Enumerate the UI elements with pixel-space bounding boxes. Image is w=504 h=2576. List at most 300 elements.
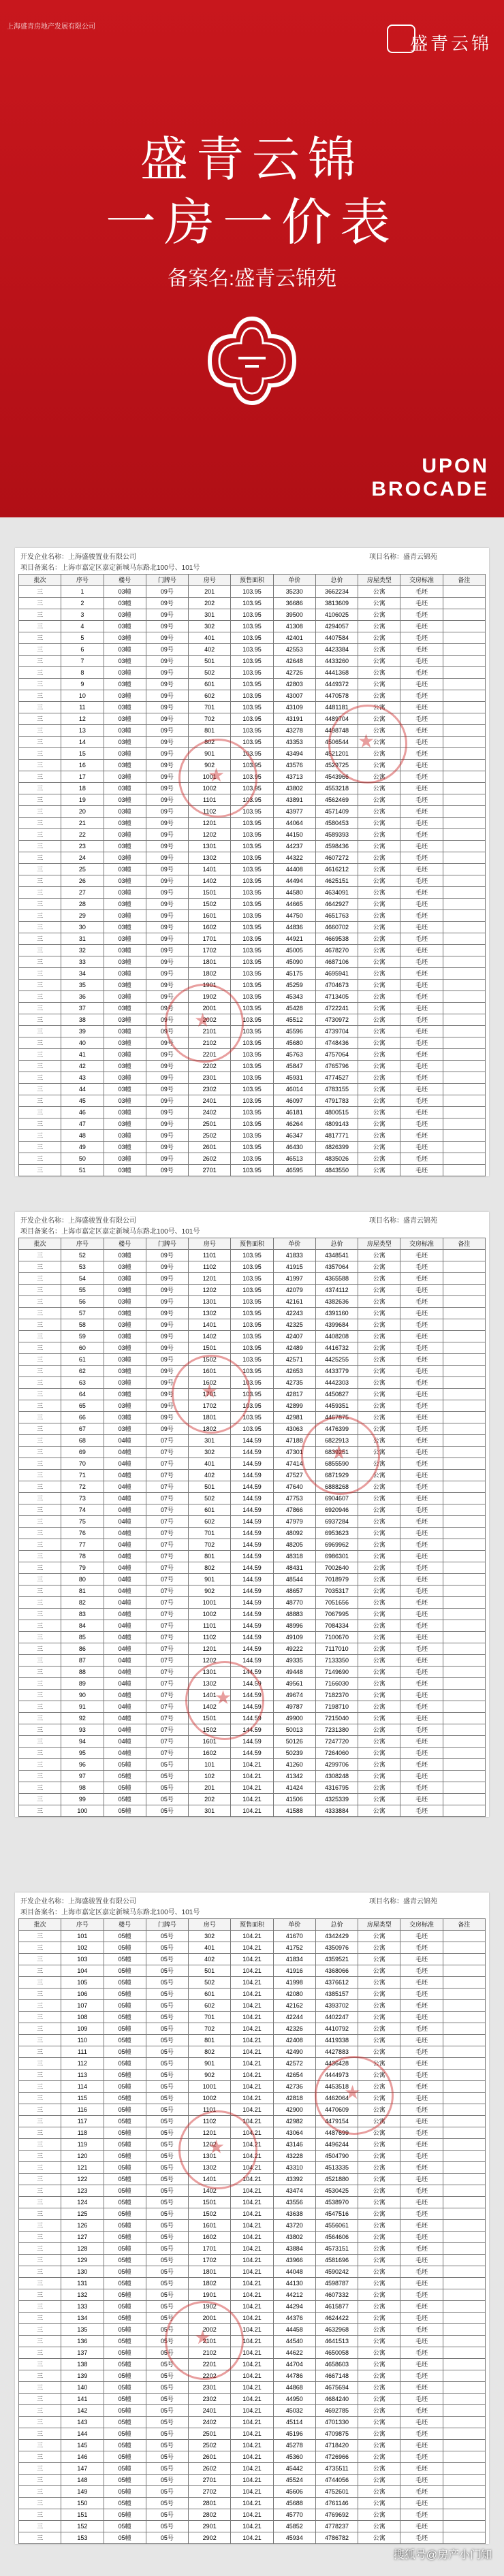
table-cell: 公寓: [358, 852, 400, 864]
table-cell: 05号: [146, 1965, 188, 1977]
table-cell: 104.21: [231, 2139, 273, 2151]
table-cell: 4553218: [315, 783, 358, 794]
table-cell: 公寓: [358, 2266, 400, 2278]
table-cell: 公寓: [358, 875, 400, 887]
table-cell: 1502: [189, 1724, 231, 1736]
table-row: [19, 1493, 486, 1504]
table-cell: [443, 1261, 485, 1273]
table-cell: 03幢: [104, 852, 146, 864]
table-cell: 107: [61, 2000, 104, 2012]
table-cell: 毛坯: [400, 1026, 443, 1037]
table-cell: [443, 621, 485, 632]
table-cell: 502: [189, 1493, 231, 1504]
table-cell: 103.95: [231, 1107, 273, 1118]
table-cell: 4615877: [315, 2301, 358, 2313]
table-row: [19, 1095, 486, 1107]
table-cell: 146: [61, 2451, 104, 2463]
table-cell: 05幢: [104, 2347, 146, 2359]
table-cell: 44540: [273, 2336, 315, 2347]
table-cell: 104.21: [231, 2255, 273, 2266]
table-cell: [443, 2232, 485, 2243]
table-cell: [443, 1470, 485, 1481]
column-header: 门牌号: [146, 1238, 188, 1250]
table-cell: 144.59: [231, 1585, 273, 1597]
table-cell: 104.21: [231, 1794, 273, 1805]
table-cell: 103.95: [231, 1412, 273, 1423]
table-row: [19, 1562, 486, 1574]
table-cell: 901: [189, 1574, 231, 1585]
table-cell: 三: [19, 899, 61, 910]
table-cell: [443, 2127, 485, 2139]
table-cell: 103: [61, 1954, 104, 1965]
table-cell: 144.59: [231, 1609, 273, 1620]
table-cell: 公寓: [358, 1285, 400, 1296]
table-cell: 04幢: [104, 1447, 146, 1458]
table-cell: 09号: [146, 1285, 188, 1296]
price-sheet-3: [15, 1893, 489, 2544]
table-row: [19, 1643, 486, 1655]
table-cell: 03幢: [104, 1296, 146, 1308]
table-cell: 三: [19, 713, 61, 725]
table-cell: 109: [61, 2023, 104, 2035]
table-cell: 25: [61, 864, 104, 875]
table-cell: 07号: [146, 1632, 188, 1643]
table-cell: 09号: [146, 1072, 188, 1084]
table-cell: 104.21: [231, 2000, 273, 2012]
table-cell: 144.59: [231, 1551, 273, 1562]
table-cell: 三: [19, 956, 61, 968]
table-cell: 103.95: [231, 945, 273, 956]
table-row: [19, 1014, 486, 1026]
table-cell: [443, 1435, 485, 1447]
table-cell: 6871929: [315, 1470, 358, 1481]
table-cell: 4783155: [315, 1084, 358, 1095]
table-cell: 7149690: [315, 1667, 358, 1678]
table-cell: 1202: [189, 1655, 231, 1667]
table-cell: 03幢: [104, 1412, 146, 1423]
table-cell: 43556: [273, 2197, 315, 2208]
table-cell: 4598436: [315, 841, 358, 852]
table-cell: 公寓: [358, 2127, 400, 2139]
table-row: [19, 852, 486, 864]
table-cell: 三: [19, 1516, 61, 1528]
table-cell: 三: [19, 690, 61, 702]
table-cell: 07号: [146, 1655, 188, 1667]
table-cell: 毛坯: [400, 899, 443, 910]
table-cell: [443, 1142, 485, 1153]
table-cell: 1801: [189, 1412, 231, 1423]
table-cell: 三: [19, 1690, 61, 1701]
table-cell: 45360: [273, 2451, 315, 2463]
table-row: [19, 632, 486, 644]
column-header: 交房标准: [400, 575, 443, 586]
table-cell: 49335: [273, 1655, 315, 1667]
table-cell: 4299706: [315, 1759, 358, 1771]
table-cell: 毛坯: [400, 1667, 443, 1678]
table-cell: 44322: [273, 852, 315, 864]
table-cell: 32: [61, 945, 104, 956]
table-cell: 16: [61, 760, 104, 771]
table-cell: 72: [61, 1481, 104, 1493]
table-cell: 45680: [273, 1037, 315, 1049]
table-cell: 502: [189, 667, 231, 679]
table-cell: 03幢: [104, 737, 146, 748]
table-cell: 三: [19, 864, 61, 875]
table-cell: 4713405: [315, 991, 358, 1003]
table-cell: 3662234: [315, 586, 358, 598]
table-cell: 47527: [273, 1470, 315, 1481]
column-header: 交房标准: [400, 1919, 443, 1931]
table-cell: [443, 1342, 485, 1354]
table-cell: 03幢: [104, 1285, 146, 1296]
table-row: [19, 2081, 486, 2093]
table-cell: 42653: [273, 1366, 315, 1377]
table-cell: 42982: [273, 2116, 315, 2127]
table-cell: 104.21: [231, 1782, 273, 1794]
table-cell: 103.95: [231, 956, 273, 968]
table-cell: 三: [19, 598, 61, 609]
table-cell: 公寓: [358, 1574, 400, 1585]
table-cell: 47301: [273, 1447, 315, 1458]
column-header: 批次: [19, 1919, 61, 1931]
table-cell: 43720: [273, 2220, 315, 2232]
table-cell: 19: [61, 794, 104, 806]
table-cell: 103.95: [231, 1003, 273, 1014]
table-cell: 144.59: [231, 1539, 273, 1551]
table-cell: 4669538: [315, 933, 358, 945]
table-cell: 4589393: [315, 829, 358, 841]
table-row: [19, 2035, 486, 2046]
table-cell: 104.21: [231, 2405, 273, 2417]
table-cell: 三: [19, 1528, 61, 1539]
table-cell: 03幢: [104, 945, 146, 956]
seal-stamp-icon: [301, 1416, 380, 1495]
table-cell: 三: [19, 1713, 61, 1724]
table-cell: 毛坯: [400, 1562, 443, 1574]
table-cell: 42981: [273, 1412, 315, 1423]
table-cell: 123: [61, 2185, 104, 2197]
table-cell: 三: [19, 2255, 61, 2266]
table-cell: 104.21: [231, 2289, 273, 2301]
table-cell: 103.95: [231, 864, 273, 875]
table-cell: 4641513: [315, 2336, 358, 2347]
table-cell: 公寓: [358, 1977, 400, 1989]
table-row: [19, 1447, 486, 1458]
table-cell: 39: [61, 1026, 104, 1037]
table-row: [19, 586, 486, 598]
table-cell: 103.95: [231, 1342, 273, 1354]
column-header: 总价: [315, 1919, 358, 1931]
table-cell: 05幢: [104, 1989, 146, 2000]
table-cell: 毛坯: [400, 2440, 443, 2451]
table-cell: 6953623: [315, 1528, 358, 1539]
table-cell: 4393702: [315, 2000, 358, 2012]
table-cell: 公寓: [358, 2428, 400, 2440]
table-cell: 毛坯: [400, 2162, 443, 2174]
cloud-emblem-icon: [204, 313, 300, 408]
table-cell: 2402: [189, 1107, 231, 1118]
table-cell: 毛坯: [400, 586, 443, 598]
table-cell: 1202: [189, 1285, 231, 1296]
table-cell: 毛坯: [400, 1620, 443, 1632]
table-cell: 毛坯: [400, 748, 443, 760]
table-row: [19, 2220, 486, 2232]
table-cell: 49561: [273, 1678, 315, 1690]
table-cell: 公寓: [358, 933, 400, 945]
table-cell: 6: [61, 644, 104, 656]
table-cell: 05幢: [104, 2139, 146, 2151]
table-cell: [443, 2035, 485, 2046]
table-cell: 09号: [146, 656, 188, 667]
table-cell: 09号: [146, 1026, 188, 1037]
table-cell: 三: [19, 1142, 61, 1153]
table-row: [19, 1342, 486, 1354]
table-cell: 45512: [273, 1014, 315, 1026]
table-cell: 4374112: [315, 1285, 358, 1296]
brand-english-line2: BROCADE: [371, 478, 489, 500]
table-cell: 三: [19, 2232, 61, 2243]
table-cell: 2901: [189, 2521, 231, 2532]
table-cell: 04幢: [104, 1609, 146, 1620]
table-cell: 03幢: [104, 1319, 146, 1331]
table-cell: 毛坯: [400, 1989, 443, 2000]
table-cell: 公寓: [358, 899, 400, 910]
table-cell: 05幢: [104, 2127, 146, 2139]
table-cell: 03幢: [104, 1003, 146, 1014]
table-cell: 05幢: [104, 2440, 146, 2451]
table-cell: 103.95: [231, 586, 273, 598]
project-name: 项目名称：盛青云锦苑: [369, 1898, 437, 1905]
table-cell: 301: [189, 1435, 231, 1447]
table-cell: 毛坯: [400, 852, 443, 864]
table-cell: 1101: [189, 794, 231, 806]
table-cell: 毛坯: [400, 1632, 443, 1643]
table-cell: 85: [61, 1632, 104, 1643]
table-cell: 05号: [146, 2174, 188, 2185]
table-cell: [443, 1481, 485, 1493]
table-cell: [443, 1389, 485, 1400]
table-cell: 三: [19, 2498, 61, 2509]
table-cell: 05号: [146, 2440, 188, 2451]
table-cell: 4765796: [315, 1061, 358, 1072]
hero-banner: [0, 0, 504, 517]
table-cell: [443, 1130, 485, 1142]
table-cell: 111: [61, 2046, 104, 2058]
table-cell: 03幢: [104, 748, 146, 760]
table-cell: 43891: [273, 794, 315, 806]
table-cell: 三: [19, 2104, 61, 2116]
table-cell: 09号: [146, 1061, 188, 1072]
table-cell: 公寓: [358, 1805, 400, 1817]
table-row: [19, 1423, 486, 1435]
table-cell: 09号: [146, 1273, 188, 1285]
table-row: [19, 2185, 486, 2197]
table-cell: 05幢: [104, 2405, 146, 2417]
table-cell: 78: [61, 1551, 104, 1562]
table-cell: 4625151: [315, 875, 358, 887]
table-cell: 1702: [189, 2255, 231, 2266]
table-cell: 60: [61, 1342, 104, 1354]
table-cell: 45934: [273, 2532, 315, 2544]
table-cell: 07号: [146, 1724, 188, 1736]
table-cell: 2101: [189, 2336, 231, 2347]
table-cell: 04幢: [104, 1516, 146, 1528]
brand-english-line1: UPON: [422, 455, 489, 477]
table-cell: 09号: [146, 1095, 188, 1107]
table-cell: 103.95: [231, 1118, 273, 1130]
table-cell: 03幢: [104, 841, 146, 852]
table-cell: 04幢: [104, 1632, 146, 1643]
table-cell: [443, 1643, 485, 1655]
table-cell: 104.21: [231, 2162, 273, 2174]
table-cell: 103.95: [231, 1423, 273, 1435]
table-cell: 三: [19, 852, 61, 864]
table-cell: 05幢: [104, 2162, 146, 2174]
table-cell: 毛坯: [400, 760, 443, 771]
table-cell: 104.21: [231, 2070, 273, 2081]
table-cell: 1601: [189, 1736, 231, 1748]
table-cell: 三: [19, 632, 61, 644]
table-cell: 04幢: [104, 1574, 146, 1585]
table-cell: 09号: [146, 991, 188, 1003]
table-cell: 1502: [189, 1354, 231, 1366]
table-cell: 6920946: [315, 1504, 358, 1516]
table-cell: [443, 1412, 485, 1423]
table-row: [19, 1748, 486, 1759]
table-cell: 47866: [273, 1504, 315, 1516]
table-cell: 104.21: [231, 2313, 273, 2324]
table-cell: 07号: [146, 1481, 188, 1493]
table-cell: 44458: [273, 2324, 315, 2336]
table-cell: 44408: [273, 864, 315, 875]
column-header: 房屋类型: [358, 1238, 400, 1250]
table-cell: 4590242: [315, 2266, 358, 2278]
table-cell: 45524: [273, 2475, 315, 2486]
table-cell: 三: [19, 679, 61, 690]
table-cell: 47753: [273, 1493, 315, 1504]
table-cell: 42: [61, 1061, 104, 1072]
table-cell: 05号: [146, 2012, 188, 2023]
table-cell: 03幢: [104, 1342, 146, 1354]
table-cell: [443, 2162, 485, 2174]
table-cell: 43802: [273, 2232, 315, 2243]
table-cell: 1001: [189, 771, 231, 783]
table-row: [19, 1435, 486, 1447]
table-cell: 1402: [189, 2185, 231, 2197]
table-cell: 42490: [273, 2046, 315, 2058]
table-row: [19, 2440, 486, 2451]
table-cell: 三: [19, 1107, 61, 1118]
table-cell: 三: [19, 1331, 61, 1342]
table-cell: 公寓: [358, 1643, 400, 1655]
table-cell: 09号: [146, 899, 188, 910]
table-cell: 05幢: [104, 2255, 146, 2266]
table-cell: 毛坯: [400, 818, 443, 829]
table-cell: 毛坯: [400, 725, 443, 737]
table-cell: 03幢: [104, 1400, 146, 1412]
table-cell: 103.95: [231, 1130, 273, 1142]
table-row: [19, 1805, 486, 1817]
table-cell: [443, 2324, 485, 2336]
table-cell: 公寓: [358, 922, 400, 933]
watermark: 搜狐号@房产小门知: [393, 2549, 492, 2561]
table-cell: 三: [19, 1389, 61, 1400]
table-cell: [443, 1296, 485, 1308]
table-cell: 05号: [146, 2116, 188, 2127]
table-cell: [443, 922, 485, 933]
table-cell: 公寓: [358, 1026, 400, 1037]
table-cell: 公寓: [358, 1354, 400, 1366]
table-cell: 4423384: [315, 644, 358, 656]
table-cell: 公寓: [358, 1319, 400, 1331]
table-cell: 05号: [146, 2370, 188, 2382]
table-cell: 05幢: [104, 2035, 146, 2046]
table-cell: 4543966: [315, 771, 358, 783]
table-row: [19, 956, 486, 968]
table-cell: 103.95: [231, 609, 273, 621]
table-cell: 133: [61, 2301, 104, 2313]
table-cell: 4444973: [315, 2070, 358, 2081]
table-cell: 05号: [146, 2093, 188, 2104]
table-cell: 144.59: [231, 1724, 273, 1736]
table-cell: 三: [19, 2324, 61, 2336]
table-cell: 43191: [273, 713, 315, 725]
table-cell: 52: [61, 1250, 104, 1261]
table-cell: 05号: [146, 1782, 188, 1794]
table-cell: 4436428: [315, 2058, 358, 2070]
table-cell: 144.59: [231, 1655, 273, 1667]
table-cell: 05幢: [104, 2232, 146, 2243]
table-cell: 1802: [189, 2278, 231, 2289]
table-cell: 2502: [189, 2440, 231, 2451]
table-row: [19, 1528, 486, 1539]
table-cell: [443, 1620, 485, 1632]
table-cell: 103.95: [231, 632, 273, 644]
table-cell: 毛坯: [400, 2451, 443, 2463]
table-cell: 41916: [273, 1965, 315, 1977]
table-cell: 45852: [273, 2521, 315, 2532]
table-cell: 05号: [146, 2139, 188, 2151]
table-cell: 45688: [273, 2498, 315, 2509]
table-cell: 三: [19, 980, 61, 991]
table-cell: 三: [19, 1620, 61, 1632]
table-cell: 4835026: [315, 1153, 358, 1165]
table-cell: 07号: [146, 1713, 188, 1724]
table-cell: 104.21: [231, 2359, 273, 2370]
table-cell: 09号: [146, 1296, 188, 1308]
table-cell: 4407584: [315, 632, 358, 644]
table-cell: 三: [19, 2220, 61, 2232]
table-row: [19, 1003, 486, 1014]
table-cell: 毛坯: [400, 1655, 443, 1667]
table-cell: 15: [61, 748, 104, 760]
table-cell: 公寓: [358, 2278, 400, 2289]
table-cell: 101: [61, 1931, 104, 1942]
table-cell: 2601: [189, 1142, 231, 1153]
table-cell: 2201: [189, 2359, 231, 2370]
table-cell: 71: [61, 1470, 104, 1481]
table-cell: 09号: [146, 1354, 188, 1366]
table-cell: 6822913: [315, 1435, 358, 1447]
table-cell: [443, 2451, 485, 2463]
table-row: [19, 2266, 486, 2278]
table-cell: 2502: [189, 1130, 231, 1142]
table-cell: 46014: [273, 1084, 315, 1095]
table-cell: 4704673: [315, 980, 358, 991]
table-cell: 103.95: [231, 933, 273, 945]
table-cell: 毛坯: [400, 1250, 443, 1261]
table-cell: 1802: [189, 1423, 231, 1435]
